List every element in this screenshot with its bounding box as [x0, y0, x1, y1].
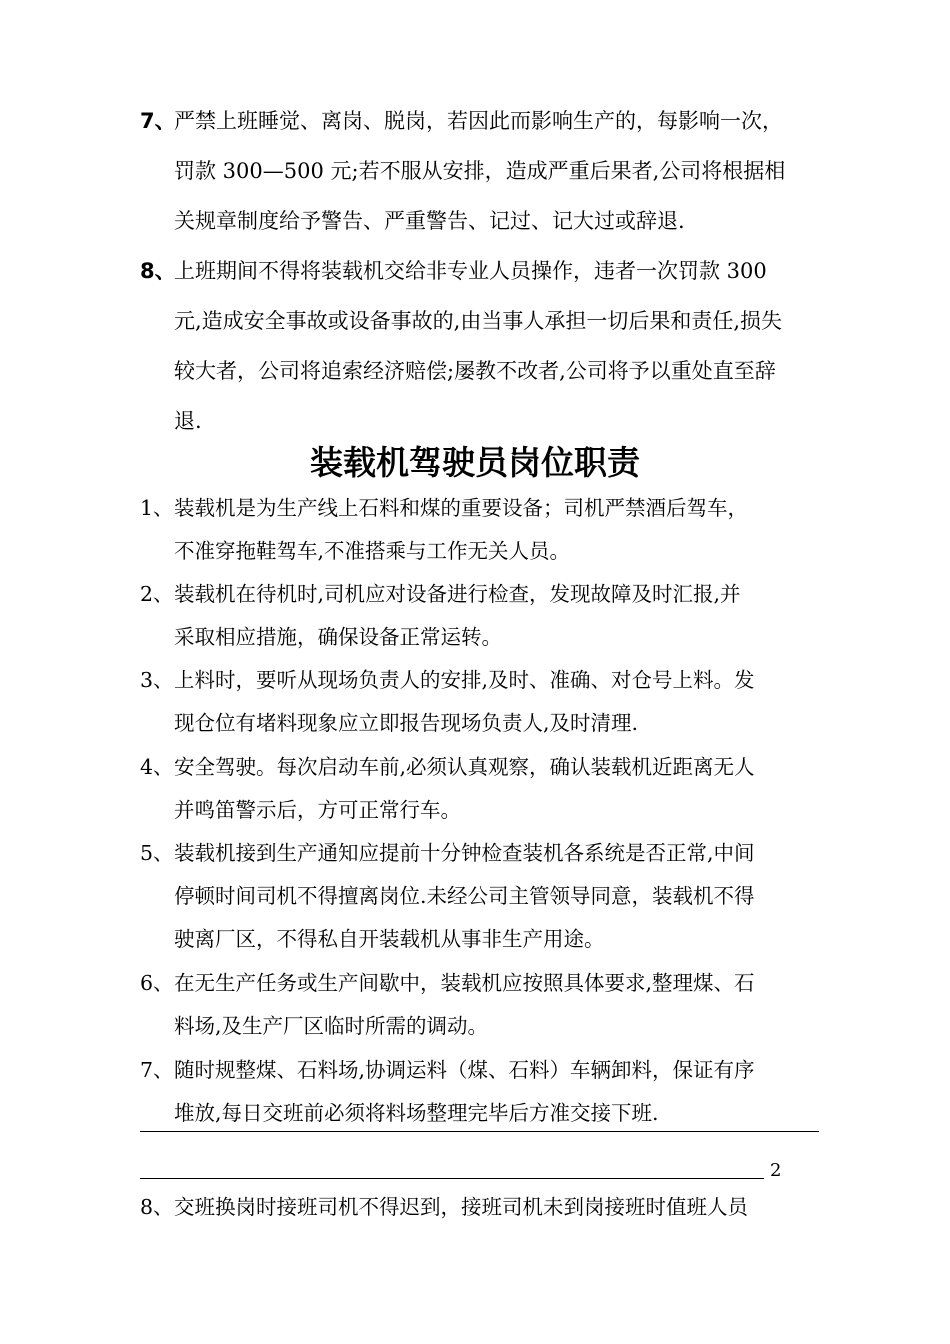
- item-number: 2、: [140, 582, 174, 606]
- item-number: 5、: [140, 841, 174, 865]
- item-text: 罚款 300—500 元;若不服从安排，造成严重后果者,公司将根据相: [174, 159, 786, 183]
- item-text: 关规章制度给予警告、严重警告、记过、记大过或辞退.: [174, 209, 685, 233]
- item-number: 4、: [140, 755, 174, 779]
- item-number: 6、: [140, 971, 174, 995]
- section-title: 装载机驾驶员岗位职责: [310, 443, 640, 482]
- item-text: 装载机是为生产线上石料和煤的重要设备；司机严禁酒后驾车，: [174, 496, 748, 520]
- item-number: 1、: [140, 496, 174, 520]
- item-number: 7、: [140, 109, 176, 133]
- item-text: 装载机接到生产通知应提前十分钟检查装机各系统是否正常,中间: [174, 841, 755, 865]
- item-text: 上班期间不得将装载机交给非专业人员操作，违者一次罚款 300: [174, 259, 767, 283]
- item-text: 上料时，要听从现场负责人的安排,及时、准确、对仓号上料。发: [174, 668, 755, 692]
- item-text: 较大者，公司将追索经济赔偿;屡教不改者,公司将予以重处直至辞: [174, 359, 776, 383]
- item-number: 7、: [140, 1058, 174, 1082]
- item-text: 退.: [174, 409, 202, 433]
- footer-bottom-rule: [140, 1178, 764, 1179]
- item-number: 3、: [140, 668, 174, 692]
- item-text: 元,造成安全事故或设备事故的,由当事人承担一切后果和责任,损失: [174, 309, 783, 333]
- item-text: 不准穿拖鞋驾车,不准搭乘与工作无关人员。: [174, 539, 571, 563]
- item-text: 安全驾驶。每次启动车前,必须认真观察，确认装载机近距离无人: [174, 755, 755, 779]
- item-text: 堆放,每日交班前必须将料场整理完毕后方准交接下班.: [174, 1101, 659, 1125]
- item-text: 严禁上班睡觉、离岗、脱岗，若因此而影响生产的，每影响一次，: [174, 109, 783, 133]
- item-text: 现仓位有堵料现象应立即报告现场负责人,及时清理.: [174, 711, 639, 735]
- item-text: 并鸣笛警示后，方可正常行车。: [174, 798, 461, 822]
- item-text: 装载机在待机时,司机应对设备进行检查，发现故障及时汇报,并: [174, 582, 741, 606]
- item-number: 8、: [140, 1195, 174, 1219]
- item-text: 随时规整煤、石料场,协调运料（煤、石料）车辆卸料，保证有序: [174, 1058, 755, 1082]
- item-text: 在无生产任务或生产间歇中，装载机应按照具体要求,整理煤、石: [174, 971, 755, 995]
- item-text: 采取相应措施，确保设备正常运转。: [174, 625, 502, 649]
- footer-top-rule: [140, 1131, 819, 1132]
- item-text: 驶离厂区，不得私自开装载机从事非生产用途。: [174, 927, 605, 951]
- item-text: 停顿时间司机不得擅离岗位.未经公司主管领导同意，装载机不得: [174, 884, 755, 908]
- item-text: 交班换岗时接班司机不得迟到，接班司机未到岗接班时值班人员: [174, 1195, 748, 1219]
- item-text: 料场,及生产厂区临时所需的调动。: [174, 1014, 489, 1038]
- page-number: 2: [770, 1160, 782, 1181]
- item-number: 8、: [140, 259, 176, 283]
